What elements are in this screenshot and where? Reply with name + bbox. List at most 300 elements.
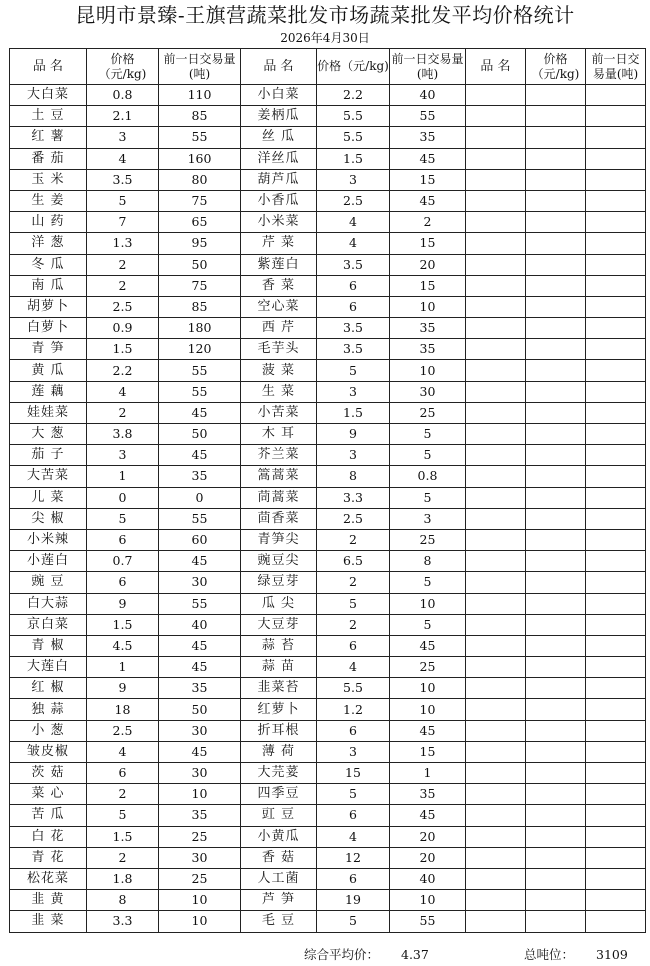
item-volume: 40 [390, 85, 466, 106]
item-volume: 85 [159, 296, 241, 317]
empty-cell [526, 296, 586, 317]
empty-cell [526, 254, 586, 275]
item-volume: 180 [159, 318, 241, 339]
item-price: 9 [317, 424, 390, 445]
table-header-row [10, 49, 646, 85]
item-price: 2.5 [317, 508, 390, 529]
item-price: 6 [87, 572, 159, 593]
empty-cell [526, 826, 586, 847]
item-price: 2 [87, 402, 159, 423]
item-name: 洋 葱 [10, 233, 87, 254]
item-volume: 80 [159, 169, 241, 190]
table-row [10, 296, 646, 317]
item-volume: 45 [390, 805, 466, 826]
item-volume: 10 [390, 699, 466, 720]
item-volume: 45 [390, 720, 466, 741]
item-price: 5.5 [317, 127, 390, 148]
item-volume: 10 [159, 911, 241, 932]
item-name: 姜柄瓜 [241, 106, 317, 127]
item-name: 小米菜 [241, 212, 317, 233]
item-name: 折耳根 [241, 720, 317, 741]
empty-cell [466, 678, 526, 699]
empty-cell [526, 572, 586, 593]
item-price: 18 [87, 699, 159, 720]
empty-cell [466, 614, 526, 635]
item-name: 紫莲白 [241, 254, 317, 275]
item-price: 5 [317, 360, 390, 381]
item-price: 4 [87, 741, 159, 762]
item-volume: 35 [390, 784, 466, 805]
table-row [10, 784, 646, 805]
item-name: 香 菜 [241, 275, 317, 296]
item-volume: 45 [159, 635, 241, 656]
item-volume: 40 [159, 614, 241, 635]
empty-cell [586, 678, 646, 699]
item-name: 红 薯 [10, 127, 87, 148]
item-volume: 25 [390, 657, 466, 678]
empty-cell [526, 529, 586, 550]
empty-cell [526, 508, 586, 529]
item-name: 青 笋 [10, 339, 87, 360]
item-name: 瓜 尖 [241, 593, 317, 614]
empty-cell [586, 890, 646, 911]
table-row [10, 529, 646, 550]
item-volume: 35 [159, 805, 241, 826]
empty-cell [586, 85, 646, 106]
total-tonnage-value: 3109 [596, 947, 628, 962]
item-price: 9 [87, 593, 159, 614]
item-price: 1.5 [87, 826, 159, 847]
item-name: 菠 菜 [241, 360, 317, 381]
item-volume: 35 [390, 318, 466, 339]
item-volume: 45 [390, 635, 466, 656]
price-table [9, 48, 646, 933]
item-price: 5.5 [317, 678, 390, 699]
empty-cell [586, 148, 646, 169]
item-volume: 55 [159, 593, 241, 614]
item-volume: 40 [390, 868, 466, 889]
item-name: 大莲白 [10, 657, 87, 678]
empty-cell [466, 212, 526, 233]
empty-cell [586, 424, 646, 445]
empty-cell [586, 657, 646, 678]
item-price: 6 [317, 868, 390, 889]
table-row [10, 106, 646, 127]
empty-cell [466, 847, 526, 868]
empty-cell [586, 127, 646, 148]
item-price: 6 [87, 529, 159, 550]
table-row [10, 847, 646, 868]
item-name: 篙蒿菜 [241, 466, 317, 487]
item-price: 5 [317, 911, 390, 932]
empty-cell [586, 466, 646, 487]
item-name: 小黄瓜 [241, 826, 317, 847]
empty-cell [466, 593, 526, 614]
item-price: 5 [317, 593, 390, 614]
item-name: 青 椒 [10, 635, 87, 656]
table-row [10, 763, 646, 784]
item-price: 6 [317, 275, 390, 296]
item-price: 6 [317, 720, 390, 741]
item-price: 6 [317, 635, 390, 656]
item-price: 3.5 [317, 339, 390, 360]
empty-cell [586, 741, 646, 762]
item-volume: 55 [390, 911, 466, 932]
item-volume: 160 [159, 148, 241, 169]
item-volume: 35 [159, 678, 241, 699]
item-volume: 50 [159, 424, 241, 445]
header-volume-2: 前一日交易量(吨) [390, 49, 466, 85]
empty-cell [466, 381, 526, 402]
item-volume: 15 [390, 233, 466, 254]
item-name: 小米辣 [10, 529, 87, 550]
item-price: 4 [317, 657, 390, 678]
item-price: 19 [317, 890, 390, 911]
item-price: 2.2 [317, 85, 390, 106]
empty-cell [466, 296, 526, 317]
item-price: 4 [317, 212, 390, 233]
item-volume: 110 [159, 85, 241, 106]
item-price: 2 [87, 784, 159, 805]
item-price: 9 [87, 678, 159, 699]
item-price: 4.5 [87, 635, 159, 656]
empty-cell [586, 699, 646, 720]
item-volume: 25 [390, 402, 466, 423]
empty-cell [526, 551, 586, 572]
empty-cell [526, 106, 586, 127]
item-price: 2.1 [87, 106, 159, 127]
empty-cell [526, 911, 586, 932]
item-volume: 0 [159, 487, 241, 508]
item-price: 1.8 [87, 868, 159, 889]
item-name: 毛 豆 [241, 911, 317, 932]
empty-cell [526, 190, 586, 211]
table-row [10, 805, 646, 826]
header-volume-1: 前一日交易量(吨) [159, 49, 241, 85]
item-volume: 20 [390, 826, 466, 847]
item-volume: 30 [159, 572, 241, 593]
empty-cell [466, 763, 526, 784]
item-name: 薄 荷 [241, 741, 317, 762]
empty-cell [526, 339, 586, 360]
table-row [10, 657, 646, 678]
empty-cell [466, 402, 526, 423]
item-price: 3 [317, 445, 390, 466]
item-volume: 25 [159, 826, 241, 847]
item-price: 1 [87, 657, 159, 678]
empty-cell [466, 318, 526, 339]
item-name: 蒜 苗 [241, 657, 317, 678]
empty-cell [526, 212, 586, 233]
item-name: 大白菜 [10, 85, 87, 106]
item-volume: 15 [390, 275, 466, 296]
item-volume: 10 [390, 678, 466, 699]
empty-cell [586, 593, 646, 614]
item-volume: 30 [159, 847, 241, 868]
report-title: 昆明市景臻-王旗营蔬菜批发市场蔬菜批发平均价格统计 [75, 3, 575, 27]
item-price: 6 [317, 296, 390, 317]
empty-cell [526, 127, 586, 148]
empty-cell [586, 339, 646, 360]
item-volume: 55 [390, 106, 466, 127]
empty-cell [526, 487, 586, 508]
empty-cell [466, 169, 526, 190]
item-name: 丝 瓜 [241, 127, 317, 148]
empty-cell [466, 339, 526, 360]
item-name: 大芫荽 [241, 763, 317, 784]
empty-cell [466, 529, 526, 550]
item-name: 土 豆 [10, 106, 87, 127]
empty-cell [586, 487, 646, 508]
table-row [10, 402, 646, 423]
item-name: 大 葱 [10, 424, 87, 445]
item-name: 豌 豆 [10, 572, 87, 593]
item-name: 京白菜 [10, 614, 87, 635]
item-name: 茨 菇 [10, 763, 87, 784]
item-volume: 45 [159, 402, 241, 423]
item-volume: 3 [390, 508, 466, 529]
item-volume: 5 [390, 445, 466, 466]
item-name: 山 药 [10, 212, 87, 233]
empty-cell [526, 614, 586, 635]
table-row [10, 169, 646, 190]
table-row [10, 190, 646, 211]
table-row [10, 720, 646, 741]
empty-cell [526, 741, 586, 762]
header-price-3: 价格（元/kg) [526, 49, 586, 85]
item-name: 四季豆 [241, 784, 317, 805]
item-price: 5 [87, 508, 159, 529]
empty-cell [586, 381, 646, 402]
empty-cell [526, 233, 586, 254]
average-price-value: 4.37 [401, 947, 429, 962]
item-price: 1 [87, 466, 159, 487]
item-price: 2 [87, 847, 159, 868]
empty-cell [526, 318, 586, 339]
item-volume: 45 [159, 551, 241, 572]
table-row [10, 148, 646, 169]
item-name: 洋丝瓜 [241, 148, 317, 169]
empty-cell [466, 868, 526, 889]
item-price: 1.5 [317, 402, 390, 423]
header-volume-3: 前一日交易量(吨) [586, 49, 646, 85]
item-name: 苦 瓜 [10, 805, 87, 826]
table-row [10, 360, 646, 381]
item-name: 豌豆尖 [241, 551, 317, 572]
item-price: 5 [317, 784, 390, 805]
empty-cell [466, 445, 526, 466]
empty-cell [526, 784, 586, 805]
item-price: 0.8 [87, 85, 159, 106]
table-row [10, 254, 646, 275]
empty-cell [586, 635, 646, 656]
item-volume: 10 [159, 890, 241, 911]
item-volume: 1 [390, 763, 466, 784]
item-volume: 10 [390, 360, 466, 381]
empty-cell [466, 275, 526, 296]
item-volume: 10 [390, 890, 466, 911]
table-row [10, 614, 646, 635]
item-name: 白 花 [10, 826, 87, 847]
header-name-2: 品 名 [241, 49, 317, 85]
empty-cell [526, 890, 586, 911]
item-price: 2.5 [317, 190, 390, 211]
item-price: 1.2 [317, 699, 390, 720]
empty-cell [526, 763, 586, 784]
item-volume: 10 [390, 593, 466, 614]
item-volume: 85 [159, 106, 241, 127]
item-volume: 25 [390, 529, 466, 550]
item-name: 白大蒜 [10, 593, 87, 614]
empty-cell [586, 826, 646, 847]
item-name: 茄 子 [10, 445, 87, 466]
empty-cell [466, 85, 526, 106]
item-price: 4 [317, 826, 390, 847]
empty-cell [466, 826, 526, 847]
item-name: 芦 笋 [241, 890, 317, 911]
item-name: 皱皮椒 [10, 741, 87, 762]
item-name: 木 耳 [241, 424, 317, 445]
item-price: 6 [87, 763, 159, 784]
empty-cell [526, 424, 586, 445]
item-volume: 5 [390, 424, 466, 445]
empty-cell [586, 614, 646, 635]
table-row [10, 487, 646, 508]
empty-cell [466, 106, 526, 127]
empty-cell [586, 847, 646, 868]
item-price: 1.5 [87, 339, 159, 360]
table-body [10, 85, 646, 933]
empty-cell [466, 635, 526, 656]
item-name: 黄 瓜 [10, 360, 87, 381]
item-volume: 20 [390, 254, 466, 275]
item-name: 空心菜 [241, 296, 317, 317]
total-tonnage [524, 946, 628, 964]
empty-cell [466, 720, 526, 741]
table-row [10, 445, 646, 466]
empty-cell [466, 466, 526, 487]
item-name: 大豆芽 [241, 614, 317, 635]
item-price: 1.3 [87, 233, 159, 254]
item-volume: 30 [159, 720, 241, 741]
item-name: 绿豆芽 [241, 572, 317, 593]
item-price: 3.3 [317, 487, 390, 508]
item-name: 尖 椒 [10, 508, 87, 529]
average-price [304, 946, 429, 964]
empty-cell [586, 106, 646, 127]
item-price: 4 [317, 233, 390, 254]
empty-cell [586, 763, 646, 784]
item-volume: 50 [159, 254, 241, 275]
empty-cell [466, 784, 526, 805]
item-name: 茼蒿菜 [241, 487, 317, 508]
item-name: 小莲白 [10, 551, 87, 572]
item-price: 8 [87, 890, 159, 911]
item-name: 玉 米 [10, 169, 87, 190]
item-name: 豇 豆 [241, 805, 317, 826]
item-volume: 15 [390, 741, 466, 762]
item-price: 3.3 [87, 911, 159, 932]
header-price-1: 价格（元/kg) [87, 49, 159, 85]
empty-cell [466, 424, 526, 445]
table-row [10, 635, 646, 656]
empty-cell [586, 402, 646, 423]
average-price-label: 综合平均价： [304, 947, 380, 962]
item-price: 12 [317, 847, 390, 868]
item-volume: 15 [390, 169, 466, 190]
item-price: 1.5 [87, 614, 159, 635]
item-volume: 5 [390, 487, 466, 508]
item-price: 3 [317, 169, 390, 190]
empty-cell [586, 445, 646, 466]
empty-cell [586, 169, 646, 190]
item-volume: 45 [159, 657, 241, 678]
item-price: 4 [87, 148, 159, 169]
item-price: 3 [317, 741, 390, 762]
item-volume: 45 [159, 445, 241, 466]
item-name: 小白菜 [241, 85, 317, 106]
empty-cell [586, 784, 646, 805]
table-row [10, 826, 646, 847]
item-volume: 50 [159, 699, 241, 720]
item-name: 葫芦瓜 [241, 169, 317, 190]
empty-cell [466, 148, 526, 169]
item-price: 0.9 [87, 318, 159, 339]
item-name: 娃娃菜 [10, 402, 87, 423]
item-price: 3 [87, 445, 159, 466]
item-volume: 55 [159, 127, 241, 148]
item-name: 生 姜 [10, 190, 87, 211]
empty-cell [526, 657, 586, 678]
table-row [10, 551, 646, 572]
empty-cell [526, 635, 586, 656]
item-name: 菜 心 [10, 784, 87, 805]
item-price: 2 [317, 529, 390, 550]
empty-cell [526, 445, 586, 466]
item-name: 西 芹 [241, 318, 317, 339]
empty-cell [466, 657, 526, 678]
item-volume: 95 [159, 233, 241, 254]
item-name: 白萝卜 [10, 318, 87, 339]
item-price: 5 [87, 805, 159, 826]
empty-cell [466, 190, 526, 211]
item-name: 冬 瓜 [10, 254, 87, 275]
item-name: 莲 藕 [10, 381, 87, 402]
empty-cell [466, 508, 526, 529]
item-name: 小香瓜 [241, 190, 317, 211]
table-row [10, 381, 646, 402]
item-price: 3 [317, 381, 390, 402]
item-volume: 5 [390, 572, 466, 593]
item-name: 毛芋头 [241, 339, 317, 360]
empty-cell [526, 847, 586, 868]
item-name: 青 花 [10, 847, 87, 868]
empty-cell [586, 551, 646, 572]
empty-cell [466, 890, 526, 911]
empty-cell [466, 233, 526, 254]
item-volume: 30 [159, 763, 241, 784]
table-row [10, 318, 646, 339]
empty-cell [586, 296, 646, 317]
table-row [10, 911, 646, 932]
empty-cell [586, 508, 646, 529]
item-price: 4 [87, 381, 159, 402]
item-name: 韭 菜 [10, 911, 87, 932]
empty-cell [466, 254, 526, 275]
empty-cell [586, 529, 646, 550]
empty-cell [526, 466, 586, 487]
item-name: 独 蒜 [10, 699, 87, 720]
